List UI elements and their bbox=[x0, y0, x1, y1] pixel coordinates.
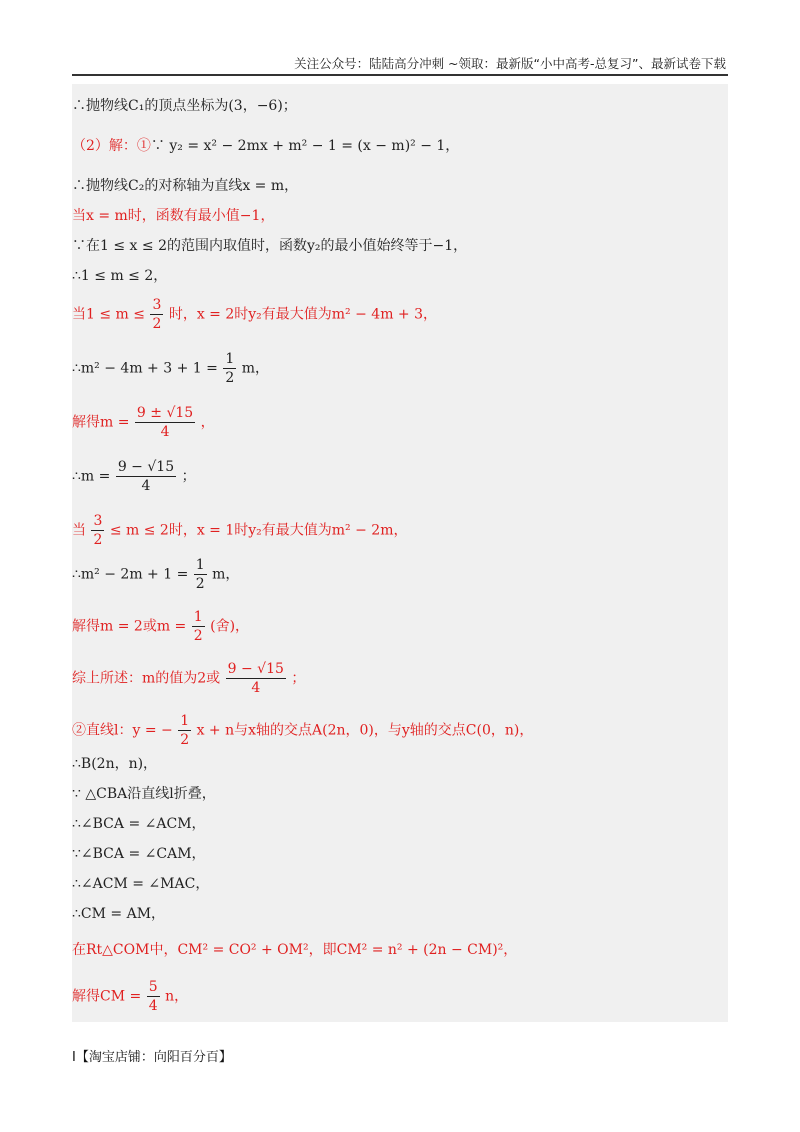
solve1-b: ， bbox=[200, 414, 215, 431]
line-min: 当x = m时，函数有最小值−1， bbox=[72, 208, 275, 224]
part2-label: （2）解：① bbox=[72, 138, 151, 154]
eq2-b: m， bbox=[212, 566, 240, 583]
fraction-num: 3 bbox=[93, 513, 103, 529]
line-eq2 bbox=[72, 556, 239, 593]
result1-b: ； bbox=[181, 468, 196, 485]
line-point-b: ∴B(2n，n)， bbox=[72, 756, 158, 772]
fraction bbox=[91, 512, 104, 549]
header-text: 关注公众号：陆陆高分冲刺 ~领取：最新版“小中高考-总复习”、最新试卷下载 bbox=[294, 56, 726, 71]
fraction-den: 4 bbox=[160, 424, 170, 440]
part2b-b: x + n与x轴的交点A(2n，0)，与y轴的交点C(0，n)， bbox=[196, 722, 534, 739]
fraction bbox=[226, 660, 286, 697]
line-solve2 bbox=[72, 608, 249, 645]
line-angle2: ∵∠BCA = ∠CAM， bbox=[72, 846, 206, 862]
page-footer: I【淘宝店铺：向阳百分百】 bbox=[72, 1050, 232, 1065]
line-range: ∵在1 ≤ x ≤ 2的范围内取值时，函数y₂的最小值始终等于−1， bbox=[72, 238, 468, 254]
solve2-b: (舍)， bbox=[210, 618, 250, 635]
fraction-den: 2 bbox=[152, 316, 162, 332]
fraction bbox=[135, 404, 195, 441]
fraction bbox=[194, 556, 207, 593]
line-rt-triangle: 在Rt△COM中，CM² = CO² + OM²，即CM² = n² + (2n − CM)²， bbox=[72, 942, 518, 958]
fraction bbox=[147, 978, 160, 1015]
part2b-a: ②直线l：y = − bbox=[72, 722, 173, 739]
fraction bbox=[223, 350, 236, 387]
fraction-den: 2 bbox=[93, 532, 103, 548]
fraction-den: 4 bbox=[251, 680, 261, 696]
solve-cm-a: 解得CM = bbox=[72, 988, 142, 1005]
fraction-den: 2 bbox=[180, 732, 190, 748]
line-cm-am: ∴CM = AM， bbox=[72, 906, 166, 922]
case1-a: 当1 ≤ m ≤ bbox=[72, 306, 145, 323]
case1-b: 时，x = 2时y₂有最大值为m² − 4m + 3， bbox=[168, 306, 438, 323]
eq2-a: ∴m² − 2m + 1 = bbox=[72, 566, 189, 583]
line-summary bbox=[72, 660, 305, 697]
fraction-num: 1 bbox=[195, 557, 205, 573]
fraction-den: 4 bbox=[141, 478, 151, 494]
case2-a: 当 bbox=[72, 522, 86, 539]
fraction-num: 5 bbox=[148, 979, 158, 995]
fraction-num: 9 ± √15 bbox=[136, 405, 194, 421]
line-case2 bbox=[72, 512, 407, 549]
summary-b: ； bbox=[291, 670, 306, 687]
fraction-den: 2 bbox=[225, 370, 235, 386]
fraction bbox=[192, 608, 205, 645]
fraction-num: 1 bbox=[225, 351, 235, 367]
line-part2 bbox=[72, 136, 459, 156]
fraction-den: 4 bbox=[148, 998, 158, 1014]
line-result1 bbox=[72, 458, 196, 495]
line-m-range: ∴1 ≤ m ≤ 2， bbox=[72, 268, 168, 284]
solve-cm-b: n， bbox=[165, 988, 189, 1005]
eq1-a: ∴m² − 4m + 3 + 1 = bbox=[72, 360, 218, 377]
line-vertex: ∴抛物线C₁的顶点坐标为(3，−6)； bbox=[72, 98, 297, 114]
solve1-a: 解得m = bbox=[72, 414, 130, 431]
summary-a: 综上所述：m的值为2或 bbox=[72, 670, 221, 687]
line-axis: ∴抛物线C₂的对称轴为直线x = m， bbox=[72, 178, 299, 194]
fraction bbox=[150, 296, 163, 333]
fraction-num: 1 bbox=[180, 713, 190, 729]
line-angle3: ∴∠ACM = ∠MAC， bbox=[72, 876, 210, 892]
fraction-num: 9 − √15 bbox=[227, 661, 284, 677]
result1-a: ∴m = bbox=[72, 468, 111, 485]
fraction-den: 2 bbox=[193, 628, 203, 644]
fraction-num: 3 bbox=[152, 297, 162, 313]
line-solve1 bbox=[72, 404, 215, 441]
line-eq1 bbox=[72, 350, 269, 387]
fraction-num: 9 − √15 bbox=[117, 459, 175, 475]
line-case1 bbox=[72, 296, 437, 333]
line-angle1: ∴∠BCA = ∠ACM， bbox=[72, 816, 206, 832]
line-part2b bbox=[72, 712, 533, 749]
solve2-a: 解得m = 2或m = bbox=[72, 618, 187, 635]
case2-b: ≤ m ≤ 2时，x = 1时y₂有最大值为m² − 2m， bbox=[109, 522, 408, 539]
page-header bbox=[72, 52, 728, 76]
line-fold: ∵ △CBA沿直线l折叠， bbox=[72, 786, 216, 802]
fraction-den: 2 bbox=[195, 576, 205, 592]
solution-panel bbox=[72, 84, 728, 1022]
fraction bbox=[178, 712, 191, 749]
fraction bbox=[116, 458, 176, 495]
part2-equation: ∵ y₂ = x² − 2mx + m² − 1 = (x − m)² − 1， bbox=[150, 138, 460, 154]
eq1-b: m， bbox=[241, 360, 269, 377]
fraction-num: 1 bbox=[193, 609, 203, 625]
line-solve-cm bbox=[72, 978, 188, 1015]
